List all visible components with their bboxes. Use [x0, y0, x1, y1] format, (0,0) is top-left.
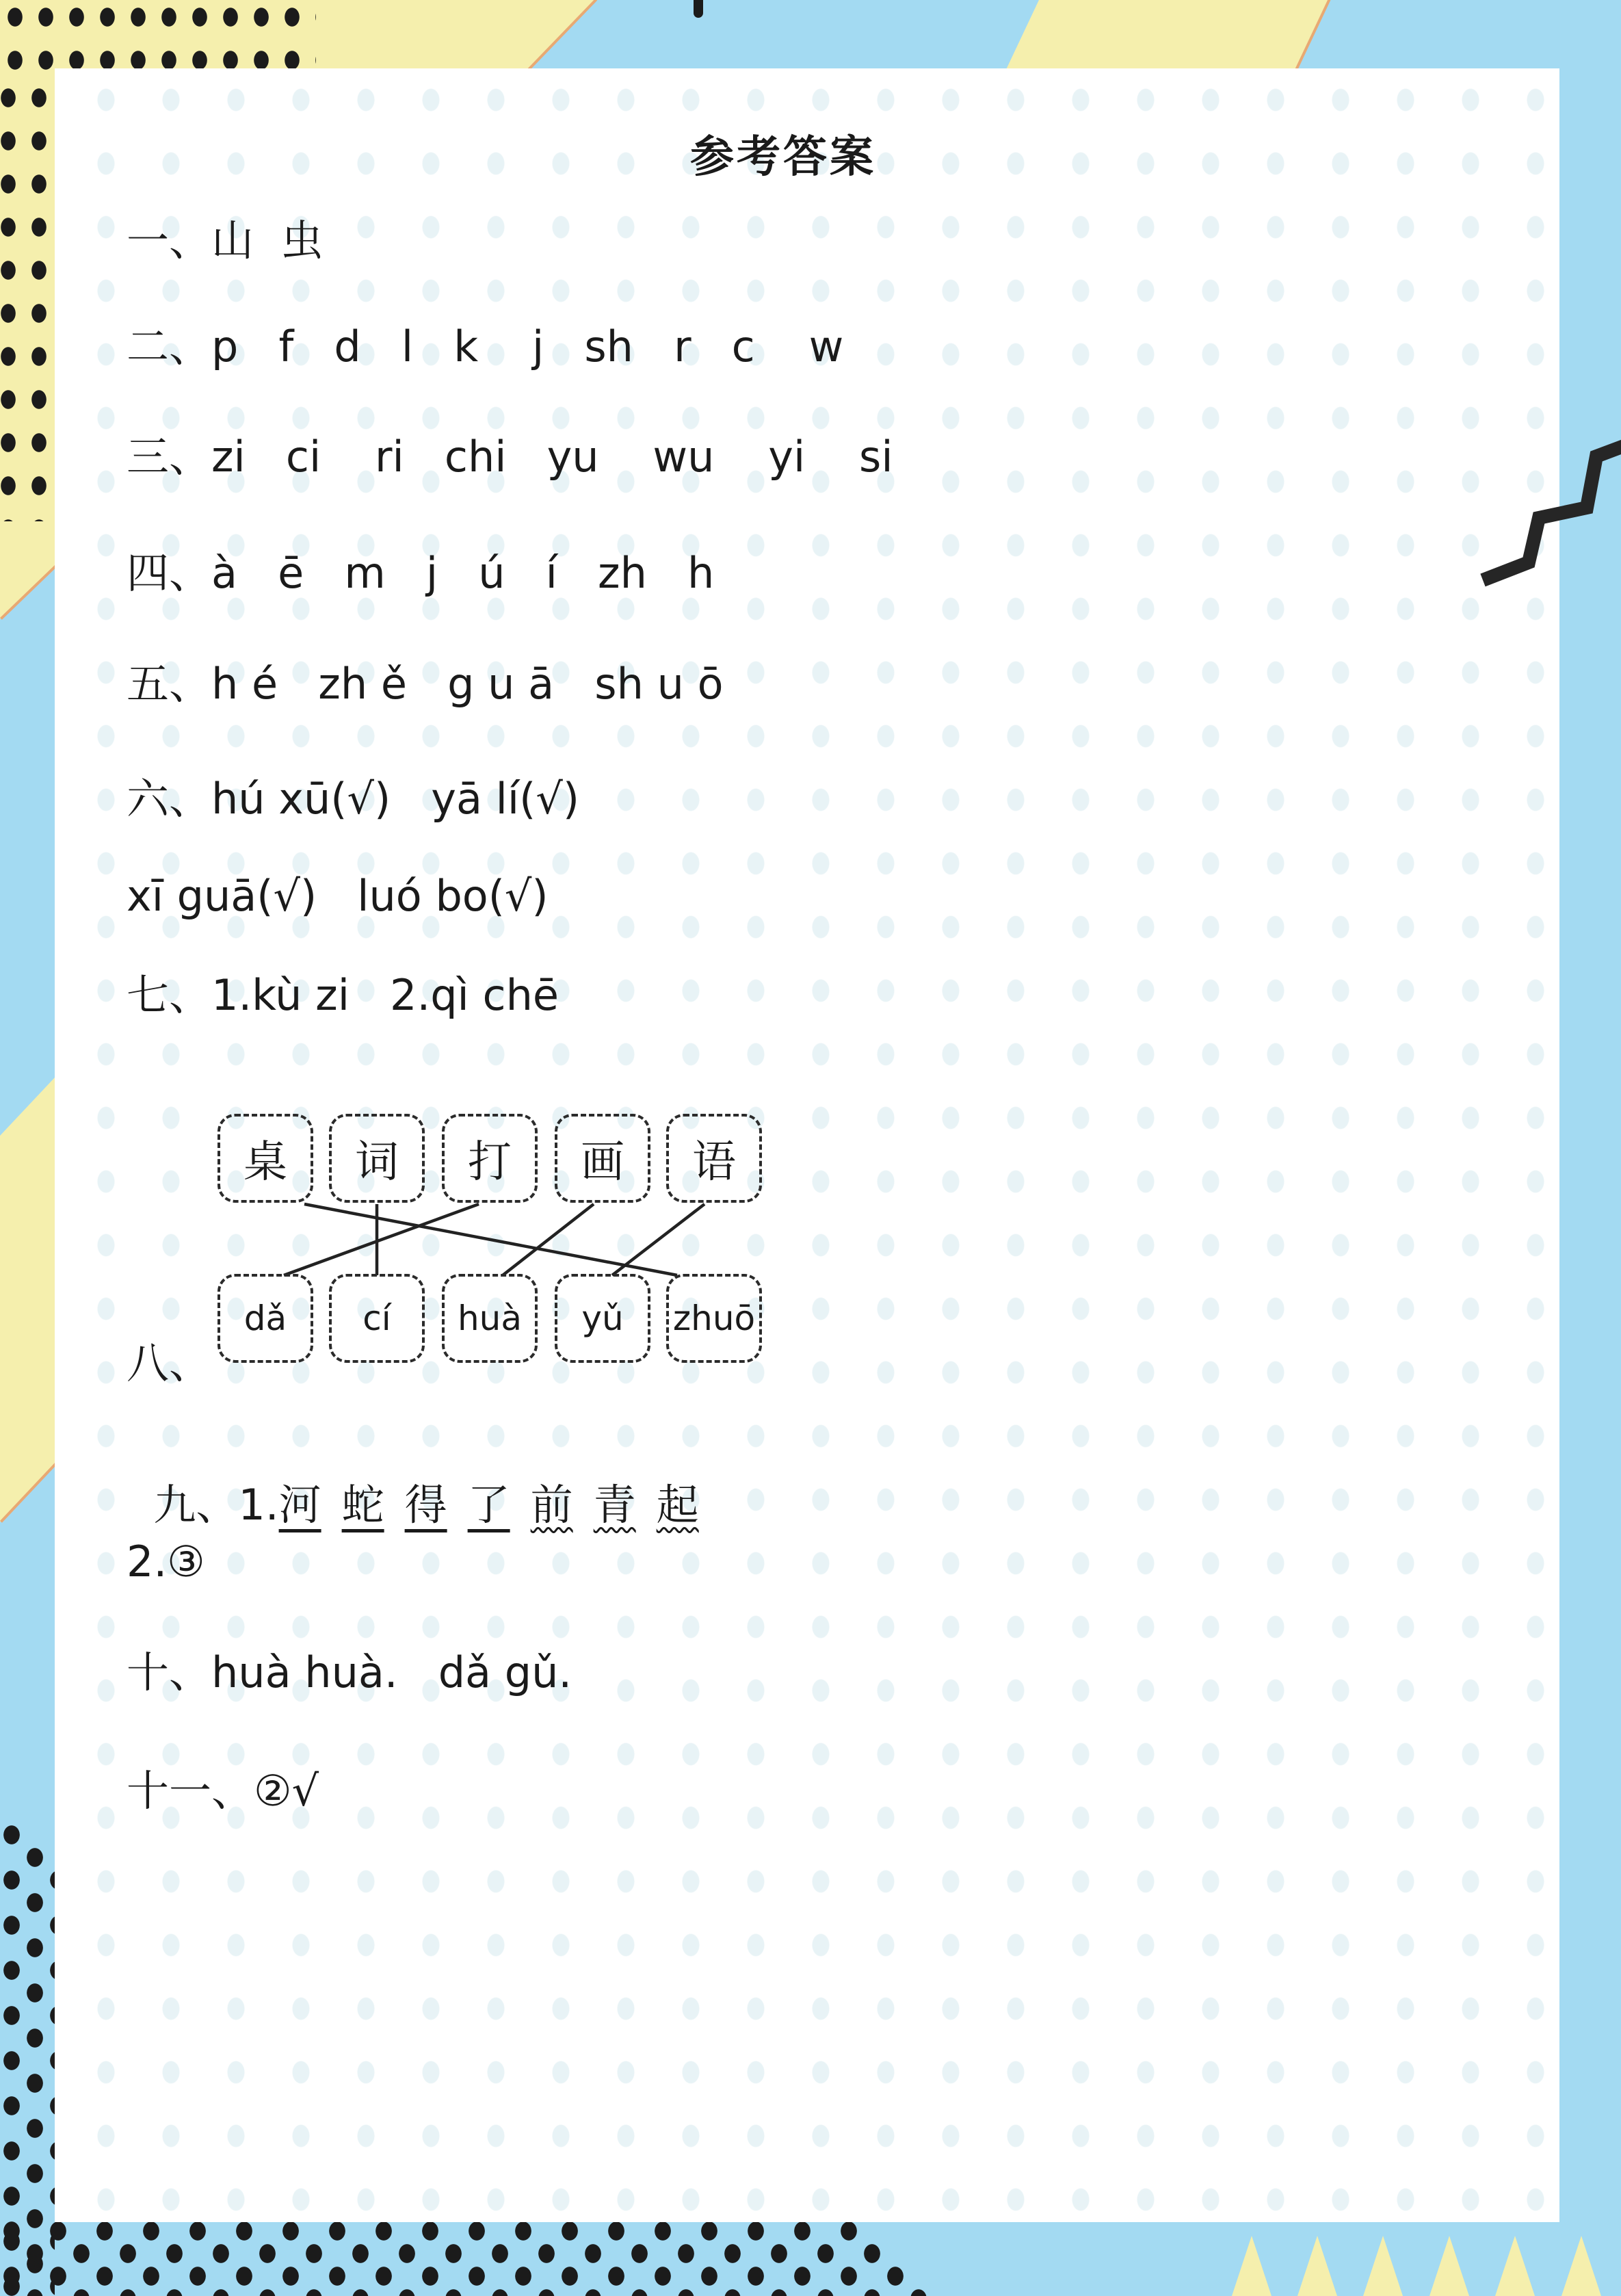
yellow-triangle-icon	[1297, 2236, 1337, 2296]
answer-line-1: 一、山 虫	[127, 216, 324, 265]
matching-box-character: 词	[329, 1114, 425, 1203]
yellow-triangle-icon	[1232, 2236, 1271, 2296]
solid-underlined-char: 蛇	[341, 1480, 384, 1530]
answer-line-6-continued: xī guā(√) luó bo(√)	[127, 871, 549, 921]
answer-line-9-prefix: 九、1.	[153, 1480, 279, 1530]
yellow-triangle-icon	[1495, 2236, 1535, 2296]
answer-line-9	[127, 1423, 720, 1532]
yellow-triangle-icon	[1561, 2236, 1601, 2296]
matching-box-pinyin: cí	[329, 1274, 425, 1363]
matching-diagram	[0, 1095, 1621, 1382]
matching-box-pinyin: dǎ	[218, 1274, 313, 1363]
matching-box-pinyin: zhuō	[666, 1274, 762, 1363]
solid-underlined-char: 了	[467, 1480, 510, 1530]
matching-line	[304, 1204, 677, 1275]
matching-box-character: 画	[555, 1114, 650, 1203]
yellow-parallelogram-top	[999, 0, 1334, 75]
matching-box-pinyin: yǔ	[555, 1274, 650, 1363]
yellow-triangle-icon	[1429, 2236, 1469, 2296]
wavy-underlined-char: 起	[656, 1480, 699, 1530]
answer-line-11: 十一、②√	[127, 1766, 319, 1816]
yellow-triangle-icon	[1363, 2236, 1403, 2296]
polka-dots-left-column	[0, 77, 55, 521]
matching-box-character: 打	[442, 1114, 538, 1203]
black-tick-top-decoration	[694, 0, 703, 18]
underlined-characters	[279, 1480, 720, 1530]
solid-underlined-char: 河	[278, 1480, 321, 1530]
wavy-underlined-char: 前	[530, 1480, 573, 1530]
answer-line-4: 四、à ē m j ú í zh h	[127, 548, 715, 598]
matching-box-character: 语	[666, 1114, 762, 1203]
answer-line-3: 三、zi ci ri chi yu wu yi si	[127, 432, 893, 482]
matching-line	[284, 1204, 479, 1275]
matching-box-pinyin: huà	[442, 1274, 538, 1363]
answer-line-2: 二、p f d l k j sh r c w	[127, 322, 844, 371]
page-title: 参考答案	[690, 132, 876, 183]
solid-underlined-char: 得	[404, 1480, 447, 1530]
answer-line-5: 五、h é zh ě g u ā sh u ō	[127, 659, 724, 709]
answer-line-9-part2: 2.③	[127, 1537, 205, 1587]
polka-dots-bottom-strip	[0, 2220, 930, 2296]
matching-line	[612, 1204, 704, 1275]
polka-dots-bottom-left	[0, 1779, 55, 2296]
polka-dots-top-left	[0, 0, 316, 77]
answer-line-7: 七、1.kù zi 2.qì chē	[127, 970, 559, 1020]
answer-line-8-label: 八、	[127, 1338, 212, 1388]
zigzag-line-decoration	[1457, 428, 1621, 595]
matching-box-character: 桌	[218, 1114, 313, 1203]
wavy-underlined-char: 青	[593, 1480, 636, 1530]
matching-line	[503, 1204, 594, 1275]
answer-line-10: 十、huà huà. dǎ gǔ.	[127, 1647, 572, 1697]
answer-line-6: 六、hú xū(√) yā lí(√)	[127, 774, 580, 824]
